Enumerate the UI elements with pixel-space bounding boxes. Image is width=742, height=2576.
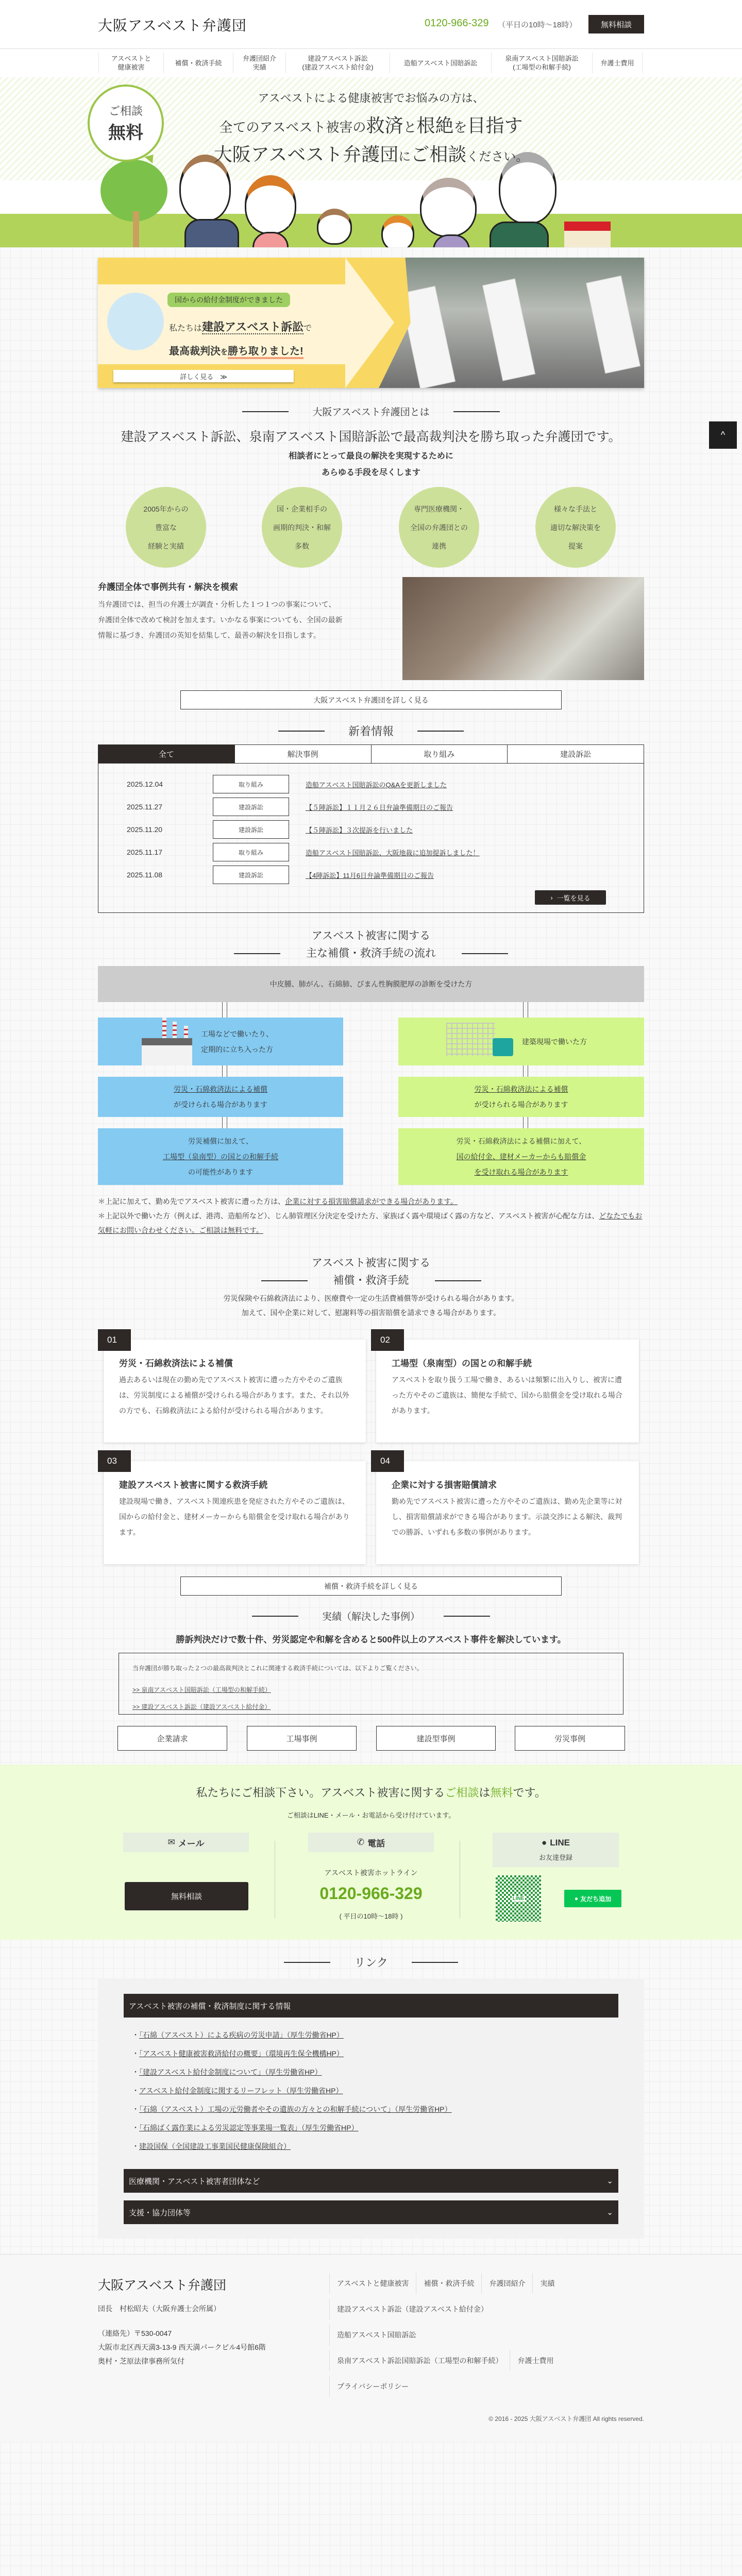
hero-line-2 [0,111,742,138]
news-date: 2025.11.20 [127,825,163,834]
t: 専門医療機関・ [414,504,464,513]
settlement-link[interactable]: 工場型（泉南型）の国との和解手続 [163,1153,278,1161]
tab-all[interactable]: 全て [98,745,234,763]
link-item: ・建設国保（全国建設工事業国民健康保険組合） [132,2142,291,2150]
t: 私たちは [169,324,203,333]
t: 定期的に立ち入った方 [201,1045,273,1054]
t: 救済 [366,115,403,136]
procedure-card [376,1461,639,1564]
t: アスベスト被害の補償・救済制度に関する情報 [129,2002,291,2011]
chevron-down-icon: ⌄ [606,2177,613,2185]
card-number: 04 [371,1450,404,1472]
nav-item-procedures[interactable] [163,53,233,73]
t: 建築現場で働いた方 [522,1037,587,1046]
strength-circle [262,487,342,568]
father-body [184,219,239,247]
t: 奥村・芝原法律事務所気付 [98,2357,184,2365]
main-nav [98,53,643,73]
news-link[interactable]: 【4陣訴訟】11月6日弁論準備期日のご報告 [306,871,434,879]
consult-sub: ご相談はLINE・メール・お電話から受け付けています。 [286,1811,456,1819]
team-meeting-photo [402,577,644,680]
banner-arrow [345,258,394,388]
phone-icon: ✆ [357,1837,365,1847]
mother-body [252,232,289,247]
t: で [303,324,312,333]
right-compensation-box [398,1077,644,1117]
bubble-text: 無料 [108,123,143,143]
news-date: 2025.11.17 [127,848,163,856]
hotline-label: アスベスト被害ホットライン [324,1869,418,1877]
heading-text: アスベスト被害に関する [311,1257,431,1269]
t: 大阪アスベスト弁護団 [213,144,399,165]
link-item: ・アスベスト給付金制度に関するリーフレット（厚生労働省HP） [132,2087,343,2095]
about-heading [0,404,742,418]
divider [444,1616,490,1617]
hotline-number[interactable]: 0120-966-329 [319,1884,423,1903]
link-item: ・「建設アスベスト給付金制度について」（厚生労働省HP） [132,2068,322,2076]
news-date: 2025.11.08 [127,871,163,879]
feature-text: 当弁護団では、担当の弁護士が調査・分析した１つ１つの事案について、弁護団全体で改めて検討を加えます。いかなる事案についても、全国の最新情報に基づき、弁護団の英知を結集して、最善の解決を目指します。 [98,600,343,639]
news-item [127,775,447,793]
divider [435,1280,481,1281]
footer-nav-row [329,2273,562,2294]
heading-text: アスベスト被害に関する [311,930,431,942]
t: 提案 [568,541,583,550]
tree-trunk [133,211,139,247]
procedure-card [104,1461,366,1564]
supreme-court-box [119,1653,623,1715]
procedures-sub-1: 労災保険や石綿救済法により、医療費や一定の生活費補償等が受けられる場合があります。 [223,1294,519,1302]
results-lead: 勝訴判決だけで数十件、労災認定や和解を含めると500件以上のアスベスト事件を解決しています。 [176,1635,566,1645]
copyright: © 2016 - 2025 大阪アスベスト弁護団 All rights reserved. [488,2415,644,2422]
back-to-top-button[interactable]: ^ [709,421,737,449]
divider [252,1616,298,1617]
divider [412,1962,458,1963]
external-link[interactable]: 「石綿（アスベスト）による疾病の労災申請」（厚生労働省HP） [139,2031,344,2039]
t: を [453,120,467,135]
t: 医療機関・アスベスト被害者団体など [129,2177,260,2186]
grandmother-figure [420,178,477,237]
footer-logo[interactable]: 大阪アスベスト弁護団 [98,2278,227,2293]
news-link[interactable]: 造船アスベスト国賠訴訟のQ&Aを更新しました [306,781,447,789]
link-item: ・「石綿ばく露作業による労災認定等事業場一覧表」（厚生労働省HP） [132,2124,359,2132]
mother-figure [245,175,296,234]
note-1 [98,1194,644,1209]
card-title: 企業に対する損害賠償請求 [392,1480,497,1490]
case-button-workers-comp[interactable]: 労災事例 [515,1726,625,1751]
external-link[interactable]: 「石綿ばく露作業による労災認定等事業場一覧表」（厚生労働省HP） [139,2124,359,2132]
banner-text-2 [169,343,303,358]
t: メール [178,1838,205,1849]
news-more-button[interactable] [535,890,606,905]
footer-nav-row [329,2299,495,2319]
t: ＊上記に加えて、勤め先でアスベスト被害に遭った方は、 [98,1197,285,1206]
mail-icon: ✉ [167,1837,175,1847]
external-link[interactable]: アスベスト給付金制度に関するリーフレット（厚生労働省HP） [139,2087,343,2095]
news-link[interactable]: 【５陣訴訟】３次提訴を行いました [306,826,413,834]
footer-link[interactable]: プライバシーポリシー [329,2376,416,2397]
t: を [221,348,228,356]
about-sub-2: あらゆる手段を尽くします [321,468,420,477]
nav-label: アスベストと [111,55,151,62]
chevron-down-icon: ⌄ [606,2208,613,2217]
tab-activities[interactable]: 取り組み [371,745,508,763]
button-label: 一覧を見る [556,894,591,902]
banner-details-button[interactable]: 詳しく見る ≫ [113,370,294,382]
t: お友達登録 [538,1854,572,1861]
nav-label: 造船アスベスト国賠訴訟 [403,59,478,67]
news-link[interactable]: 造船アスベスト国賠訴訟、大阪地裁に追加提訴しました！ [306,849,480,857]
t: 経験と実績 [148,541,184,550]
heading-text: 大阪アスベスト弁護団とは [312,407,430,418]
t: 全てのアスベスト被害の [219,120,366,135]
news-item [127,843,479,861]
line-header [493,1833,619,1867]
link-item: ・「石綿（アスベスト）工場の元労働者やその遺族の方々との和解手続について」（厚生労働省HP） [132,2105,452,2113]
procedures-heading [0,1255,742,1290]
t: ＊上記以外で働いた方（例えば、港湾、造船所など）、じん肺管理区分決定を受けた方、家族ばく露や環境ばく露の方など、アスベスト被害が心配な方は、 [98,1212,599,1220]
t: 連携 [432,541,446,550]
nav-item-shipbuilding[interactable] [390,53,491,73]
nav-label: 弁護団紹介 [242,55,276,62]
t: 労災・石綿救済法による補償に加えて、 [456,1137,586,1145]
t: 全国の弁護団との [410,523,468,532]
note-2 [98,1209,644,1238]
t: の可能性があります [188,1168,253,1176]
nav-label: 健康被害 [117,63,145,71]
photo-sign [400,286,456,388]
t: （連絡先）〒530-0047 [98,2329,172,2337]
t: LINE [550,1838,570,1848]
procedure-card [104,1340,366,1443]
results-heading [0,1609,742,1623]
divider [284,1962,330,1963]
divider [453,411,500,412]
news-date: 2025.12.04 [127,780,163,788]
news-date: 2025.11.27 [127,803,163,811]
case-button-corporate[interactable]: 企業請求 [117,1726,227,1751]
t: 最高裁判決 [169,346,221,357]
compensation-link[interactable]: 労災・石綿救済法による補償 [174,1085,267,1093]
footer-link[interactable]: 補償・救済手続 [416,2273,481,2294]
t: 2005年からの [143,504,189,513]
news-tag[interactable]: 建設訴訟 [213,798,289,816]
right-extra-box [398,1128,644,1185]
links-heading [0,1954,742,1970]
t: 建設アスベスト訴訟 [202,320,304,333]
card-number: 01 [98,1329,131,1351]
procedures-sub-2: 加えて、国や企業に対して、慰謝料等の損害賠償を請求できる場合があります。 [241,1309,501,1317]
t: 適切な解決策を [550,523,601,532]
photo-sign [482,278,535,381]
t: 大阪市北区西天満3-13-9 西天満パークビル4号館6階 [98,2343,266,2351]
feature-title: 弁護団全体で事例共有・解決を模索 [98,582,238,592]
link-item: ・「石綿（アスベスト）による疾病の労災申請」（厚生労働省HP） [132,2031,344,2039]
site-header [0,0,742,77]
chevron-right-icon: › [550,893,553,902]
compensation-link[interactable]: 労災・石綿救済法による補償 [474,1085,568,1093]
heading-text: 実績（解決した事例） [322,1612,420,1622]
factory-worker-box [98,1018,343,1065]
left-compensation-box [98,1077,343,1117]
card-number: 02 [371,1329,404,1351]
divider [278,731,325,732]
t: 目指す [467,115,523,136]
girl-figure [381,215,414,247]
grandmother-body [433,234,470,247]
grandfather-body [490,222,549,247]
procedure-card [376,1340,639,1443]
divider [462,953,508,954]
nav-label: (工場型の和解手続) [513,63,571,71]
nav-label: 泉南アスベスト国賠訴訟 [505,55,579,62]
footer [0,2254,742,2442]
header-phone[interactable]: 0120-966-329 [425,18,489,29]
line-add-friend-button[interactable] [564,1890,621,1907]
t: 様々な手法と [554,504,597,513]
consult-heading [0,1784,742,1800]
card-text: 建設現場で働き、アスベスト関連疾患を発症された方やそのご遺族は、国からの給付金と、建材メーカーからも賠償金を受け取れる場合があります。 [119,1497,350,1536]
accordion-medical[interactable] [124,2169,618,2193]
left-extra-box [98,1128,343,1185]
news-link[interactable]: 【５陣訴訟】１１月２６日弁論準備期日のご報告 [306,803,453,811]
hero [0,77,742,247]
t: 私たちにご相談下さい。アスベスト被害に関する [196,1786,445,1799]
note-link[interactable]: どなたでもお気軽にお問い合わせください。ご相談は無料です。 [98,1212,643,1234]
footer-nav-row [329,2325,423,2345]
phone-header [308,1833,434,1852]
t: が受けられる場合があります [174,1100,267,1109]
construction-worker-box [398,1018,644,1065]
nav-item-about[interactable] [233,53,285,73]
news-list [98,764,644,913]
accordion-support[interactable] [124,2200,618,2224]
footer-link[interactable]: 弁護団紹介 [481,2273,532,2294]
footer-link[interactable]: 弁護士費用 [510,2350,561,2371]
header-hours: （平日の10時〜18時） [498,21,577,29]
t: 電話 [367,1838,385,1849]
t: ご相談 [411,144,467,165]
about-lead: 建設アスベスト訴訟、泉南アスベスト国賠訴訟で最高裁判決を勝ち取った弁護団です。 [121,430,621,444]
footer-link[interactable]: 建設アスベスト訴訟（建設アスベスト給付金） [329,2299,495,2319]
case-button-construction[interactable]: 建設型事例 [376,1726,496,1751]
card-text: 過去あるいは現在の勤め先でアスベスト被害に遭った方やそのご遺族は、労災制度による補償が受けられる場合があります。また、それ以外の方でも、石綿救済法による給付が受けられる場合があります。 [119,1376,349,1415]
factory-icon [142,1018,193,1065]
note-link[interactable]: 企業に対する損害賠償請求ができる場合があります。 [285,1197,458,1206]
nav-item-construction[interactable] [285,53,390,73]
t: 友だち追加 [580,1895,612,1903]
banner-text-1 [169,318,312,334]
external-link[interactable]: 「建設アスベスト給付金制度について」（厚生労働省HP） [139,2068,322,2076]
t: に [398,150,411,164]
card-text: アスベストを取り扱う工場で働き、あるいは頻繁に出入りし、被害に遭った方やそのご遺族は、簡便な手続で、国から賠償金を受け取れる場合があります。 [392,1376,622,1415]
mail-header [123,1833,249,1852]
construction-site-icon [444,1023,516,1061]
nav-label: 建設アスベスト訴訟 [308,55,368,62]
t: 労災補償に加えて、 [188,1137,253,1145]
footer-link[interactable]: アスベストと健康被害 [329,2273,416,2294]
benefit-link[interactable]: 国の給付金、建材メーカーからも賠償金 [456,1153,586,1161]
hero-line-3 [0,140,742,166]
footer-link[interactable]: 造船アスベスト国賠訴訟 [329,2325,423,2345]
procedures-more-button[interactable]: 補償・救済手続を詳しく見る [180,1577,562,1596]
news-tag[interactable]: 建設訴訟 [213,820,289,839]
nav-item-health[interactable] [98,53,163,73]
construction-link[interactable]: >> 建設アスベスト訴訟（建設アスベスト給付金） [132,1703,271,1710]
news-tag[interactable]: 取り組み [213,843,289,861]
nav-label: 補償・救済手続 [175,59,222,67]
line-icon: ● [574,1895,579,1902]
flow-notes [98,1194,644,1238]
divider [242,411,289,412]
line-qr-code[interactable] [496,1875,541,1922]
construction-lawsuit-banner[interactable] [98,258,644,388]
divider [417,731,464,732]
external-link[interactable]: 「アスベスト健康被害救済給付の概要」（環境再生保全機構HP） [139,2049,344,2058]
nav-item-fees[interactable] [592,53,643,73]
sennan-link[interactable]: >> 泉南アスベスト国賠訴訟（工場型の和解手続） [132,1686,271,1693]
lawyer-illustration [107,293,164,350]
t: 根絶 [416,115,454,136]
strength-circle [535,487,616,568]
consultation-section [0,1765,742,1940]
t: 画期的判決・和解 [273,523,331,532]
heading-text: 補償・救済手続 [333,1275,409,1286]
t: 工場などで働いたり、 [201,1029,273,1038]
flow-heading [0,927,742,962]
t: 国・企業相手の [277,504,327,513]
t: 豊富な [155,523,177,532]
t: 多数 [295,541,309,550]
nav-label: 弁護士費用 [600,59,634,67]
link-section-header[interactable] [124,1994,618,2018]
news-item [127,820,413,839]
photo-sign [586,276,640,374]
qr-label: LINE [512,1895,525,1902]
footer-leader: 団長 村松昭夫（大阪弁護士会所属） [98,2304,221,2313]
card-text: 勤め先でアスベスト被害に遭った方やそのご遺族は、勤め先企業等に対し、損害賠償請求ができる場合があります。示談交渉による解決、裁判での勝訴、いずれも多数の事例があります。 [392,1497,622,1536]
banner-photo [379,258,644,388]
news-heading [0,723,742,739]
t: ご相談 [445,1786,479,1799]
footer-address [98,2327,266,2368]
tab-construction[interactable]: 建設訴訟 [507,745,644,763]
card-title: 工場型（泉南型）の国との和解手続 [392,1359,532,1368]
heading-text: リンク [354,1956,388,1969]
footer-link[interactable]: 泉南アスベスト訴訟国賠訴訟（工場型の和解手続） [329,2350,510,2371]
t: と [403,120,417,135]
about-sub-1: 相談者にとって最良の解決を実現するために [289,452,453,461]
heading-text: 主な補償・救済手続の流れ [306,947,436,959]
nav-item-sennan[interactable] [491,53,592,73]
divider [234,953,280,954]
news-item [127,866,434,884]
hero-line-1: アスベストによる健康被害でお悩みの方は、 [258,92,484,105]
news-item [127,798,453,816]
tab-cases[interactable]: 解決事例 [234,745,371,763]
boy-figure [317,209,352,245]
t: が受けられる場合があります [474,1100,568,1109]
card-title: 労災・石綿救済法による補償 [119,1359,233,1368]
chat-bubble-icon: ● [541,1838,547,1848]
t: です。 [513,1786,546,1799]
bubble-text: ご相談 [108,105,143,117]
site-logo[interactable]: 大阪アスベスト弁護団 [98,18,247,33]
divider [0,48,742,49]
strength-circle [126,487,206,568]
box-text: 当弁護団が勝ち取った２つの最高裁判決とこれに関連する救済手続については、以下よりご覧ください。 [132,1665,423,1672]
heading-text: 新着情報 [348,725,394,738]
divider [261,1280,308,1281]
link-item: ・「アスベスト健康被害救済給付の概要」（環境再生保全機構HP） [132,2049,344,2058]
nav-label: 実績 [252,63,266,71]
house-icon [564,222,611,247]
t: は [479,1786,491,1799]
strength-circle [399,487,479,568]
footer-nav-row [329,2376,416,2397]
external-link[interactable]: 「石綿（アスベスト）工場の元労働者やその遺族の方々との和解手続について」（厚生労働省HP） [139,2105,452,2113]
t: 無料 [490,1786,513,1799]
external-link[interactable]: 建設国保（全国建設工事業国民健康保険組合） [139,2142,291,2150]
banner-pill: 国からの給付金制度ができました [167,293,290,307]
links-panel [98,1978,644,2239]
footer-link[interactable]: 実績 [532,2273,562,2294]
free-consult-button[interactable]: 無料相談 [588,15,644,33]
news-tag[interactable]: 建設訴訟 [213,866,289,884]
t: 支援・協力団体等 [129,2208,191,2217]
benefit-link[interactable]: を受け取れる場合があります [474,1168,568,1176]
t: 勝ち取りました! [228,346,303,359]
news-tag[interactable]: 取り組み [213,775,289,793]
card-number: 03 [98,1450,131,1472]
case-button-factory[interactable]: 工場事例 [247,1726,357,1751]
about-more-button[interactable]: 大阪アスベスト弁護団を詳しく見る [180,690,562,709]
t: ください。 [466,150,529,164]
nav-label: (建設アスベスト給付金) [302,63,374,71]
news-tabs [98,744,644,764]
hotline-hours: ( 平日の10時〜18時 ) [339,1912,403,1920]
footer-nav-row [329,2350,561,2371]
mail-consult-button[interactable]: 無料相談 [125,1882,248,1910]
diagnosis-box: 中皮腫、肺がん、石綿肺、びまん性胸膜肥厚の診断を受けた方 [98,966,644,1002]
card-title: 建設アスベスト被害に関する救済手続 [119,1480,268,1490]
